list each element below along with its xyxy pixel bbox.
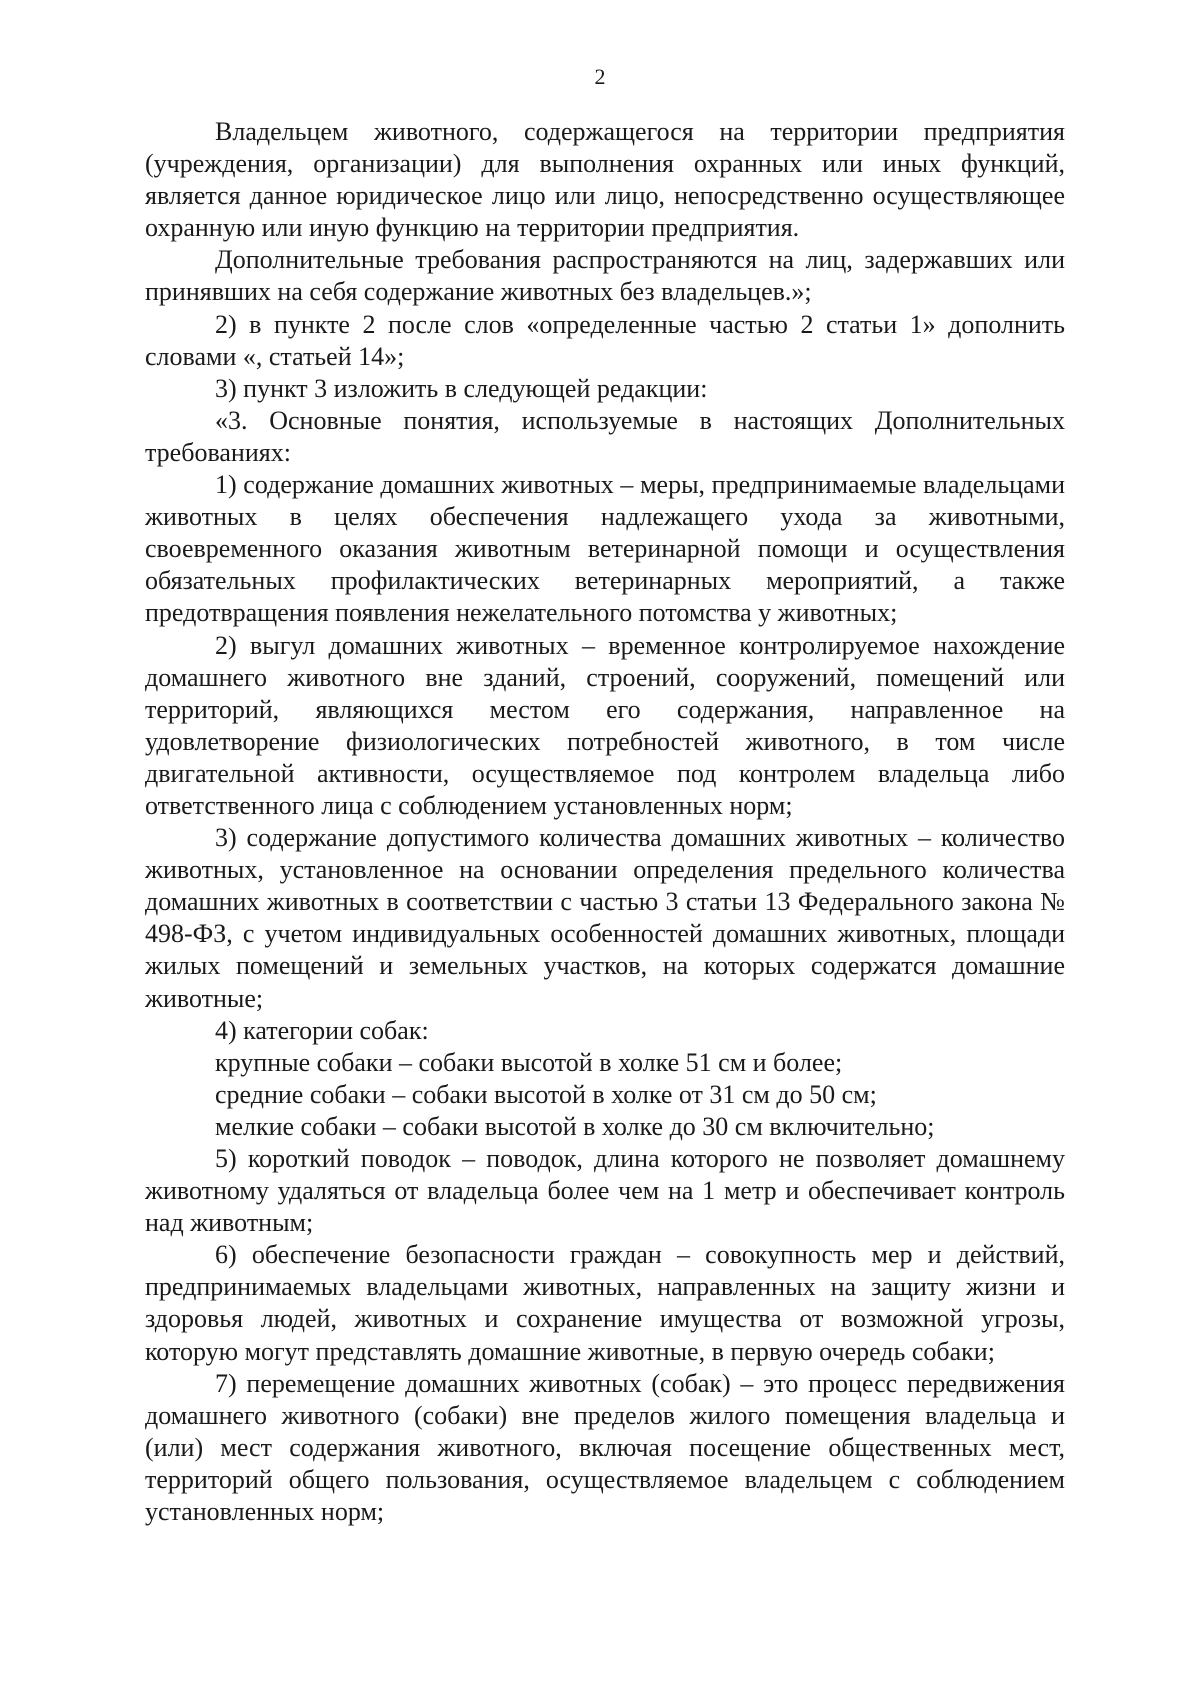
paragraph-dog-large: крупные собаки – собаки высотой в холке 51 см и более; [215, 1047, 843, 1077]
page-number: 2 [594, 64, 606, 89]
document-body [145, 116, 1065, 1528]
paragraph-definition-7: 7) перемещение домашних животных (собак) – это процесс передвижения домашнего животного (собаки) вне пределов жилого помещения владельца и (или) мест содержания животного, включая посещение общественных мест, территорий общего пользования, осуществляемое владельцем с соблюдением установленных норм; [145, 1368, 1065, 1527]
paragraph-definition-4: 4) категории собак: [215, 1015, 429, 1045]
paragraph-definition-6: 6) обеспечение безопасности граждан – совокупность мер и действий, предпринимаемых владельцами животных, направленных на защиту жизни и здоровья людей, животных и сохранение имущества от возможной угрозы, которую могут представлять домашние животные, в первую очередь собаки; [145, 1240, 1065, 1366]
paragraph-definition-1: 1) содержание домашних животных – меры, предпринимаемые владельцами животных в целях обеспечения надлежащего ухода за животными, своевременного оказания животным ветеринарной помощи и осуществления обязательных профилактических ветеринарных мероприятий, а также предотвращения появления нежелательного потомства у животных; [145, 470, 1065, 628]
paragraph-definition-5: 5) короткий поводок – поводок, длина которого не позволяет домашнему животному удаляться от владельца более чем на 1 метр и обеспечивает контроль над животным; [145, 1144, 1065, 1238]
paragraph-additional-requirements: Дополнительные требования распространяются на лиц, задержавших или принявших на себя содержание животных без владельцев.»; [145, 245, 1065, 307]
paragraph-owner-definition: Владельцем животного, содержащегося на территории предприятия (учреждения, организации) для выполнения охранных или иных функций, является данное юридическое лицо или лицо, непосредственно осуществляющее охранную или иную функцию на территории предприятия. [145, 117, 1065, 243]
paragraph-amendment-point-2: 2) в пункте 2 после слов «определенные частью 2 статьи 1» дополнить словами «, статьей 14»; [145, 309, 1065, 371]
paragraph-definition-2: 2) выгул домашних животных – временное контролируемое нахождение домашнего животного вне зданий, строений, сооружений, помещений или территорий, являющихся местом его содержания, направленное на удовлетворение физиологических потребностей животного, в том числе двигательной активности, осуществляемое под контролем владельца либо ответственного лица с соблюдением установленных норм; [145, 630, 1065, 820]
paragraph-dog-small: мелкие собаки – собаки высотой в холке до 30 см включительно; [215, 1111, 935, 1141]
paragraph-dog-medium: средние собаки – собаки высотой в холке от 31 см до 50 см; [215, 1079, 877, 1109]
paragraph-definition-3: 3) содержание допустимого количества домашних животных – количество животных, установленное на основании определения предельного количества домашних животных в соответствии с частью 3 статьи 13 Федерального закона № 498-ФЗ, с учетом индивидуальных особенностей домашних животных, площади жилых помещений и земельных участков, на которых содержатся домашние животные; [145, 823, 1065, 1013]
paragraph-amendment-point-3: 3) пункт 3 изложить в следующей редакции: [215, 373, 708, 403]
paragraph-basic-concepts: «3. Основные понятия, используемые в настоящих Дополнительных требованиях: [145, 405, 1065, 467]
